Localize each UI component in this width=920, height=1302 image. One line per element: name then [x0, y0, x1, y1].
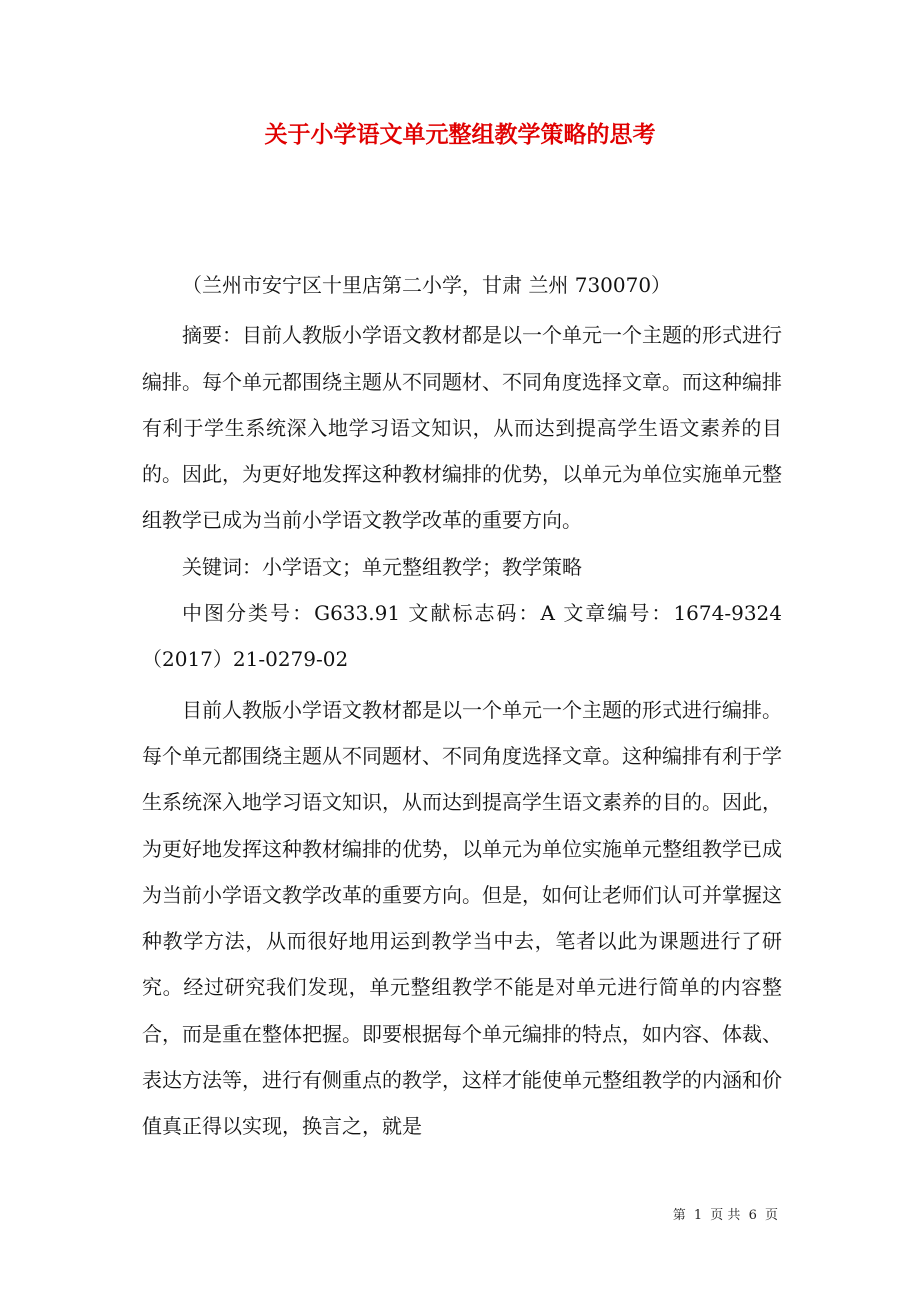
footer-suffix: 页	[764, 1208, 778, 1223]
affiliation: （兰州市安宁区十里店第二小学，甘肃 兰州 730070）	[182, 273, 672, 297]
footer-middle: 页 共	[710, 1208, 741, 1223]
body-paragraph: 目前人教版小学语文教材都是以一个单元一个主题的形式进行编排。每个单元都围绕主题从不同题材、不同角度选择文章。这种编排有利于学生系统深入地学习语文知识，从而达到提高学生语文素养的目的。因此，为更好地发挥这种教材编排的优势，以单元为单位实施单元整组教学已成为当前小学语文教学改革的重要方向。但是，如何让老师们认可并掌握这种教学方法，从而很好地用运到教学当中去，笔者以此为课题进行了研究。经过研究我们发现，单元整组教学不能是对单元进行简单的内容整合，而是重在整体把握。即要根据每个单元编排的特点，如内容、体裁、表达方法等，进行有侧重点的教学，这样才能使单元整组教学的内涵和价值真正得以实现，换言之，就是	[142, 697, 782, 1139]
abstract: 摘要：目前人教版小学语文教材都是以一个单元一个主题的形式进行编排。每个单元都围绕主题从不同题材、不同角度选择文章。而这种编排有利于学生系统深入地学习语文知识，从而达到提高学生语文素养的目的。因此，为更好地发挥这种教材编排的优势，以单元为单位实施单元整组教学已成为当前小学语文教学改革的重要方向。	[142, 323, 782, 533]
footer-total-pages: 6	[748, 1208, 757, 1223]
document-title: 关于小学语文单元整组教学策略的思考	[264, 121, 656, 148]
footer-prefix: 第	[672, 1208, 686, 1223]
footer-page-number: 1	[693, 1208, 703, 1223]
classification-info: 中图分类号：G633.91 文献标志码：A 文章编号：1674-9324（2017）21-0279-02	[142, 601, 782, 672]
keywords: 关键词：小学语文；单元整组教学；教学策略	[182, 554, 582, 579]
page-footer	[671, 1206, 780, 1226]
document-body	[142, 262, 782, 1150]
